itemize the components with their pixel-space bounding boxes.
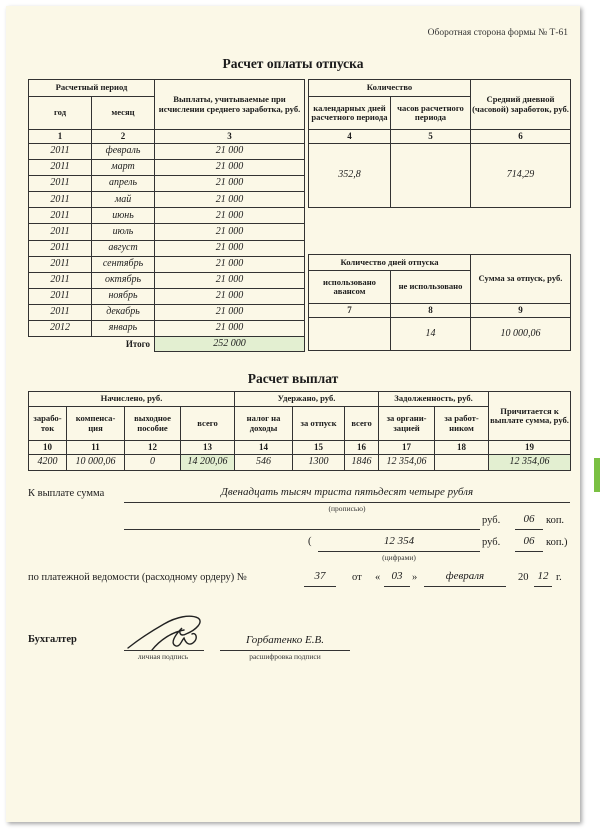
total-value: 252 000 [155,337,305,352]
kop-label: коп. [546,515,565,526]
payout-words: Двенадцать тысяч триста пятьдесят четыре рубля [220,486,474,498]
col-num: 11 [67,441,125,455]
row-year: 2011 [29,192,92,208]
row-amount: 21 000 [155,321,305,337]
row-year: 2011 [29,160,92,176]
form-corner-label: Оборотная сторона формы № Т-61 [427,28,568,38]
unused-value: 14 [391,318,471,351]
year-g-label: г. [556,572,562,583]
kop-line [515,529,543,530]
words-line [124,502,570,503]
quote-open: « [375,572,381,583]
header-due: Причитается к выплате сумма, руб. [489,392,571,441]
header-employee-debt: за работ- ником [435,407,489,441]
col-num: 9 [471,304,571,318]
digits-line [318,551,480,552]
average-value: 714,29 [471,144,571,208]
row-amount: 21 000 [155,192,305,208]
col-num: 1 [29,130,92,144]
col-num: 19 [489,441,571,455]
header-org-debt: за органи- зацией [379,407,435,441]
row-month: июль [92,224,155,240]
hours-value [391,144,471,208]
from-label: от [352,572,362,583]
table-row [29,144,305,160]
rub-label: руб. [482,515,501,526]
quantity-table [308,79,571,208]
col-num: 5 [391,130,471,144]
due-value: 12 354,06 [489,455,571,471]
header-leave-days: Количество дней отпуска [309,255,471,271]
header-month: месяц [92,97,155,130]
row-month: август [92,240,155,256]
header-used: использовано авансом [309,271,391,304]
total-withheld-value: 1846 [345,455,379,471]
row-month: январь [92,321,155,337]
header-for-vacation: за отпуск [293,407,345,441]
header-accrued: Начислено, руб. [29,392,235,407]
row-year: 2011 [29,272,92,288]
row-year: 2011 [29,144,92,160]
header-severance: выходное пособие [125,407,181,441]
row-amount: 21 000 [155,272,305,288]
header-payments: Выплаты, учитываемые при исчислении среднего заработка, руб. [155,80,305,130]
row-amount: 21 000 [155,144,305,160]
statement-label: по платежной ведомости (расходному ордеру) № [28,572,247,583]
row-amount: 21 000 [155,160,305,176]
kop-line-2 [515,551,543,552]
row-amount: 21 000 [155,288,305,304]
header-average: Средний дневной (часовой) заработок, руб. [471,80,571,130]
rub-label-2: руб. [482,537,501,548]
paren-open: ( [308,536,312,547]
row-amount: 21 000 [155,224,305,240]
row-month: март [92,160,155,176]
leave-table [308,254,571,351]
header-compensation: компенса- ция [67,407,125,441]
table-row [29,321,305,337]
header-calendar-days: календарных дней расчетного периода [309,97,391,130]
total-accrued-value: 14 200,06 [181,455,235,471]
row-year: 2011 [29,304,92,320]
statement-year: 12 [537,570,549,582]
accountant-name: Горбатенко Е.В. [246,634,324,646]
row-amount: 21 000 [155,240,305,256]
payments-table [28,391,571,471]
row-month: май [92,192,155,208]
header-unused: не использовано [391,271,471,304]
header-salary: зарабо- ток [29,407,67,441]
header-debt: Задолженность, руб. [379,392,489,407]
total-label: Итого [125,338,151,349]
salary-value: 4200 [29,455,67,471]
signature-caption: личная подпись [137,652,189,661]
row-year: 2011 [29,224,92,240]
row-year: 2011 [29,240,92,256]
words-caption: (прописью) [328,504,366,513]
year-prefix: 20 [518,572,529,583]
compensation-value: 10 000,06 [67,455,125,471]
kop-close-label: коп.) [546,537,568,548]
name-line [220,650,350,651]
table-row [29,288,305,304]
col-num: 15 [293,441,345,455]
income-tax-value: 546 [235,455,293,471]
statement-day: 03 [391,570,403,582]
row-month: апрель [92,176,155,192]
header-leave-sum: Сумма за отпуск, руб. [471,255,571,304]
col-num: 13 [181,441,235,455]
statement-number: 37 [314,570,326,582]
employee-debt-value [435,455,489,471]
header-withheld: Удержано, руб. [235,392,379,407]
table-row [29,304,305,320]
statement-number-line [304,586,336,587]
row-month: июнь [92,208,155,224]
row-amount: 21 000 [155,208,305,224]
month-line [424,586,506,587]
kop-value: 06 [523,513,535,525]
words-line-2 [124,529,480,530]
col-num: 14 [235,441,293,455]
table-row [29,192,305,208]
row-amount: 21 000 [155,304,305,320]
col-num: 17 [379,441,435,455]
kop-value-2: 06 [523,535,535,547]
row-month: октябрь [92,272,155,288]
row-month: февраль [92,144,155,160]
row-amount: 21 000 [155,256,305,272]
table-row [29,272,305,288]
quote-close: » [412,572,418,583]
table-row [29,208,305,224]
form-page [6,6,580,822]
name-caption: расшифровка подписи [249,652,321,661]
table-row [29,224,305,240]
table-row [29,240,305,256]
vacation-title: Расчет оплаты отпуска [222,56,364,71]
row-year: 2012 [29,321,92,337]
year-line [534,586,552,587]
payout-digits: 12 354 [383,535,415,547]
period-table [28,79,305,352]
row-year: 2011 [29,208,92,224]
accountant-label: Бухгалтер [28,634,77,645]
header-total-accrued: всего [181,407,235,441]
table-row [29,160,305,176]
col-num: 18 [435,441,489,455]
used-value [309,318,391,351]
row-year: 2011 [29,176,92,192]
col-num: 7 [309,304,391,318]
table-row [29,256,305,272]
leave-sum-value: 10 000,06 [471,318,571,351]
col-num: 6 [471,130,571,144]
col-num: 10 [29,441,67,455]
row-year: 2011 [29,256,92,272]
statement-month: февраля [445,570,485,582]
header-total-withheld: всего [345,407,379,441]
pay-title: Расчет выплат [247,371,339,386]
payout-label: К выплате сумма [28,488,105,499]
col-num: 12 [125,441,181,455]
row-month: сентябрь [92,256,155,272]
vacation-withheld-value: 1300 [293,455,345,471]
table-row [29,176,305,192]
col-num: 3 [155,130,305,144]
org-debt-value: 12 354,06 [379,455,435,471]
header-income-tax: налог на доходы [235,407,293,441]
header-hours: часов расчетного периода [391,97,471,130]
col-num: 8 [391,304,471,318]
row-month: ноябрь [92,288,155,304]
col-num: 2 [92,130,155,144]
calendar-days-value: 352,8 [309,144,391,208]
col-num: 16 [345,441,379,455]
col-num: 4 [309,130,391,144]
row-month: декабрь [92,304,155,320]
header-quantity: Количество [309,80,471,97]
signature-scribble-icon [124,610,208,656]
side-tab [594,458,600,492]
header-period: Расчетный период [29,80,155,97]
day-line [384,586,410,587]
row-amount: 21 000 [155,176,305,192]
severance-value: 0 [125,455,181,471]
digits-caption: (цифрами) [382,553,416,562]
row-year: 2011 [29,288,92,304]
header-year: год [29,97,92,130]
